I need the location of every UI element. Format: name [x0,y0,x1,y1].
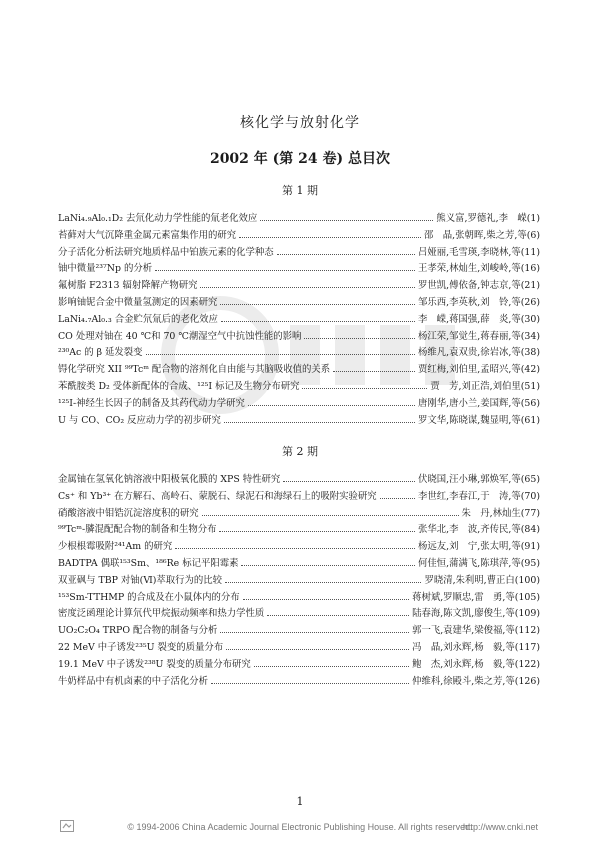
article-authors: 罗世凯,傅依备,钟志京,等 [418,280,521,292]
article-title: 铀中微量²³⁷Np 的分析 [58,263,153,275]
article-authors: 邵 晶,张朝晖,柴之芳,等 [424,229,527,241]
toc-entry [58,505,540,522]
footer-url: http://www.cnki.net [462,822,538,832]
article-title: 硝酸溶液中钼锆沉淀溶度积的研究 [58,507,199,519]
toc-entry [58,605,540,622]
article-authors: 熊义富,罗德礼,李 嵘 [436,213,527,224]
article-title: CO 处理对铀在 40 ℃和 70 ℃潮湿空气中抗蚀性能的影响 [58,330,302,342]
toc-entry [58,328,540,345]
article-page: (109) [514,608,540,620]
toc-entry [58,277,540,294]
dot-leader [239,237,421,238]
article-page: (16) [520,263,540,275]
article-title: 牛奶样品中有机卤素的中子活化分析 [58,675,209,687]
article-page: (105) [514,591,540,603]
article-page: (100) [514,574,540,586]
toc-entry [58,538,540,555]
toc-entry [58,344,540,361]
article-authors: 杨维凡,袁双贵,徐岩冰,等 [418,347,521,359]
article-authors: 王孝荣,林灿生,刘峻岭,等 [418,263,521,275]
toc-entry [58,210,540,227]
article-authors: 何佳恒,蒲满飞,陈琪萍,等 [418,557,521,569]
article-title: 双亚砜与 TBP 对铀(Ⅵ)萃取行为的比较 [58,574,223,586]
toc-entry [58,673,540,690]
article-page: (91) [520,541,540,553]
toc-entry [58,412,540,429]
dot-leader [226,649,409,650]
article-page: (11) [520,246,540,258]
article-title: 影响铀铌合金中微量氢测定的因素研究 [58,296,218,308]
article-title: ¹⁵³Sm-TTHMP 的合成及在小鼠体内的分布 [58,591,240,603]
article-title: ⁹⁹Tcᵐ-膦混配配合物的制备和生物分布 [58,524,217,536]
article-authors: 鲍 杰,刘永辉,杨 毅,等 [412,658,515,670]
article-authors: 邹乐西,李英秋,刘 铃,等 [418,296,521,308]
dot-leader [220,304,415,305]
article-title: BADTPA 偶联¹⁵³Sm、¹⁸⁶Re 标记平阳霉素 [58,557,239,569]
article-page: (30) [520,313,540,325]
article-title: UO₂C₂O₄ TRPO 配合物的制备与分析 [58,625,218,637]
toc-entry [58,361,540,378]
article-title: U 与 CO、CO₂ 反应动力学的初步研究 [58,414,221,426]
issue-2-heading: 第 2 期 [282,445,318,458]
journal-title: 核化学与放射化学 [240,115,360,131]
footer [0,818,600,838]
article-page: (95) [520,557,540,569]
article-authors: 贾红梅,刘伯里,孟昭兴,等 [418,364,521,376]
article-page: (51) [520,380,540,392]
issue-2-toc [58,471,540,689]
article-page: (21) [520,280,540,292]
article-page: (126) [514,675,540,687]
article-page: (42) [520,364,540,376]
article-authors: 仲维科,徐殿斗,柴之芳,等 [412,675,515,687]
toc-entry [58,378,540,395]
dot-leader [175,548,415,549]
article-title: 22 MeV 中子诱发²³⁵U 裂变的质量分布 [58,641,224,653]
article-page: (84) [520,524,540,536]
toc-entry [58,311,540,328]
toc-entry [58,488,540,505]
article-authors: 杨江荣,邹觉生,蒋春丽,等 [418,330,521,342]
article-page: (6) [526,229,540,241]
article-authors: 冯 晶,刘永辉,杨 毅,等 [412,641,515,653]
article-page: (117) [514,641,540,653]
article-page: (61) [520,414,540,426]
toc-entry [58,471,540,488]
article-title: 密度泛函理论计算氘代甲烷振动频率和热力学性质 [58,608,265,620]
article-authors: 张华北,李 波,齐传民,等 [418,524,521,536]
article-authors: 罗晓清,朱利明,曹正白 [424,574,515,586]
article-page: (77) [520,507,540,519]
dot-leader [225,582,421,583]
article-authors: 贾 芳,刘正浩,刘伯里 [430,380,521,392]
article-authors: 罗文华,陈晓谋,魏显明,等 [418,414,521,426]
article-page: (122) [514,658,540,670]
dot-leader [220,632,409,633]
dot-leader [241,565,415,566]
copyright-text: © 1994-2006 China Academic Journal Electronic Publishing House. All rights reserved. [127,822,473,832]
page-number: 1 [296,795,304,808]
dot-leader [221,321,415,322]
dot-leader [202,515,459,516]
article-authors: 蒋树斌,罗顺忠,雷 勇,等 [412,591,515,603]
article-title: LaNi₄.₇Al₀.₃ 合金贮氘氚后的老化效应 [58,313,218,325]
article-title: ¹²⁵I-神经生长因子的制备及其药代动力学研究 [58,397,245,409]
toc-entry [58,656,540,673]
article-authors: 吕娅丽,毛雪瑛,李晓林,等 [418,246,521,258]
article-title: 分子活化分析法研究地质样品中铂族元素的化学种态 [58,246,274,258]
dot-leader [267,615,409,616]
dot-leader [260,220,433,221]
dot-leader [333,371,415,372]
article-page: (70) [520,490,540,502]
article-title: 19.1 MeV 中子诱发²³⁸U 裂变的质量分布研究 [58,658,251,670]
article-title: 苯酰胺类 D₂ 受体新配体的合成、¹²⁵I 标记及生物分布研究 [58,380,300,392]
dot-leader [380,498,415,499]
dot-leader [254,666,409,667]
dot-leader [304,338,415,339]
dot-leader [283,481,415,482]
article-title: 金属铀在氢氧化钠溶液中阳极氧化膜的 XPS 特性研究 [58,474,281,485]
article-page: (65) [520,474,540,485]
toc-entry [58,244,540,261]
article-page: (1) [526,213,540,224]
article-page: (38) [520,347,540,359]
article-authors: 朱 丹,林灿生 [461,507,521,519]
dot-leader [211,683,409,684]
toc-entry [58,639,540,656]
article-title: 氟树脂 F2313 辐射降解产物研究 [58,280,198,292]
issue-1-toc [58,210,540,428]
article-authors: 郭一飞,袁建华,梁俊福,等 [412,625,515,637]
toc-entry [58,589,540,606]
article-title: Cs⁺ 和 Yb³⁺ 在方解石、高岭石、蒙脱石、绿泥石和海绿石上的吸附实验研究 [58,490,377,502]
toc-entry [58,622,540,639]
dot-leader [277,254,415,255]
article-page: (56) [520,397,540,409]
dot-leader [243,599,409,600]
article-authors: 伏晓国,汪小琳,郭焕军,等 [418,474,521,485]
toc-entry [58,572,540,589]
dot-leader [155,270,415,271]
article-page: (26) [520,296,540,308]
article-authors: 唐刚华,唐小兰,姜国辉,等 [418,397,521,409]
volume-title: 2002 年 (第 24 卷) 总目次 [209,151,391,167]
article-title: 少根根霉吸附²⁴¹Am 的研究 [58,541,173,553]
issue-1-heading: 第 1 期 [282,184,318,197]
article-authors: 李 嵘,蒋国强,薛 炎,等 [418,313,521,325]
toc-entry [58,395,540,412]
dot-leader [224,422,415,423]
article-title: LaNi₄.₉Al₀.₁D₂ 去氘化动力学性能的氚老化效应 [58,213,258,224]
dot-leader [200,287,415,288]
toc-entry [58,294,540,311]
toc-entry [58,227,540,244]
toc-entry [58,260,540,277]
dot-leader [146,354,416,355]
dot-leader [302,388,427,389]
article-title: 锝化学研究 XII ⁹⁹Tcᵐ 配合物的溶剂化自由能与其脑吸收值的关系 [58,364,331,376]
article-authors: 陆春海,陈文凯,廖俊生,等 [412,608,515,620]
article-title: 苔藓对大气沉降重金属元素富集作用的研究 [58,229,237,241]
article-title: ²³⁰Ac 的 β 延发裂变 [58,347,143,359]
dot-leader [248,405,415,406]
toc-entry [58,555,540,572]
article-authors: 李世红,李春江,于 涛,等 [418,490,521,502]
article-page: (34) [520,330,540,342]
toc-entry [58,521,540,538]
article-page: (112) [514,625,540,637]
dot-leader [219,531,415,532]
article-authors: 杨远友,刘 宁,张太明,等 [418,541,521,553]
